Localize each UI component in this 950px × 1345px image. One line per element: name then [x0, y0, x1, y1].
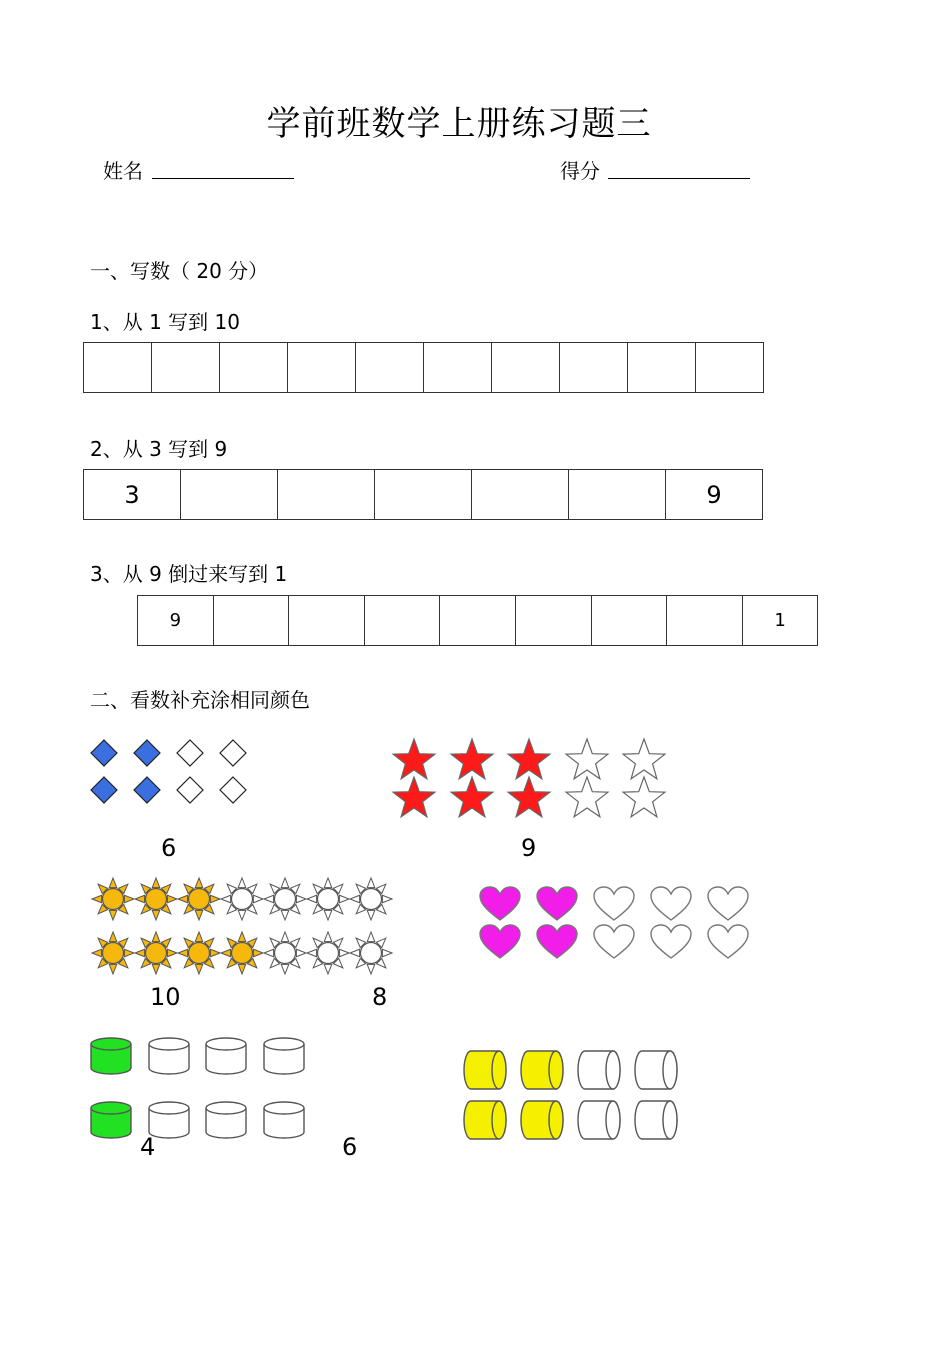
cylinder-up-empty-icon[interactable] — [262, 1037, 306, 1077]
sun-empty-icon[interactable] — [262, 876, 308, 922]
cylinder-up-empty-icon[interactable] — [262, 1101, 306, 1141]
q3-cell[interactable] — [516, 595, 592, 646]
diamond-filled-icon[interactable] — [132, 775, 162, 805]
diamond-empty-icon[interactable] — [175, 738, 205, 768]
section2-heading: 二、看数补充涂相同颜色 — [90, 688, 310, 712]
sun-filled-icon[interactable] — [219, 930, 265, 976]
page-title: 学前班数学上册练习题三 — [266, 104, 652, 144]
cylinder-count-left: 4 — [140, 1133, 156, 1161]
sun-empty-icon[interactable] — [348, 876, 394, 922]
diamond-filled-icon[interactable] — [89, 738, 119, 768]
q1-cell[interactable] — [560, 342, 628, 393]
q1-label: 1、从 1 写到 10 — [90, 310, 240, 334]
sun-filled-icon[interactable] — [90, 930, 136, 976]
cylinder-side-filled-icon[interactable] — [519, 1099, 565, 1141]
q2-cell[interactable] — [278, 469, 375, 520]
sun-empty-icon[interactable] — [219, 876, 265, 922]
section1-heading: 一、写数（ 20 分） — [90, 259, 269, 283]
sun-filled-icon[interactable] — [133, 876, 179, 922]
sun-count-top: 10 — [150, 983, 181, 1011]
cylinder-side-filled-icon[interactable] — [462, 1099, 508, 1141]
q2-cell[interactable] — [181, 469, 278, 520]
q2-answer-row — [83, 469, 763, 520]
q1-cell[interactable] — [84, 342, 152, 393]
cylinder-side-empty-icon[interactable] — [576, 1099, 622, 1141]
heart-empty-icon[interactable] — [649, 924, 693, 960]
name-label: 姓名 — [103, 159, 143, 183]
star-empty-icon[interactable] — [563, 775, 611, 823]
heart-empty-icon[interactable] — [706, 886, 750, 922]
diamond-filled-icon[interactable] — [89, 775, 119, 805]
heart-empty-icon[interactable] — [592, 924, 636, 960]
sun-filled-icon[interactable] — [176, 930, 222, 976]
heart-empty-icon[interactable] — [706, 924, 750, 960]
q1-answer-row — [83, 342, 764, 393]
q1-cell[interactable] — [696, 342, 764, 393]
sun-filled-icon[interactable] — [133, 930, 179, 976]
cylinder-side-empty-icon[interactable] — [576, 1049, 622, 1091]
star-count: 9 — [521, 834, 537, 862]
cylinder-up-filled-icon[interactable] — [89, 1101, 133, 1141]
sun-empty-icon[interactable] — [305, 876, 351, 922]
q3-cell[interactable] — [365, 595, 441, 646]
q2-label: 2、从 3 写到 9 — [90, 437, 228, 461]
heart-filled-icon[interactable] — [478, 886, 522, 922]
score-label: 得分 — [560, 159, 600, 183]
heart-filled-icon[interactable] — [535, 924, 579, 960]
score-blank[interactable] — [608, 178, 750, 179]
sun-empty-icon[interactable] — [348, 930, 394, 976]
cylinder-up-empty-icon[interactable] — [204, 1101, 248, 1141]
cylinder-up-empty-icon[interactable] — [204, 1037, 248, 1077]
q3-cell[interactable] — [214, 595, 290, 646]
q3-cell[interactable]: 9 — [138, 595, 214, 646]
cylinder-side-empty-icon[interactable] — [633, 1049, 679, 1091]
star-empty-icon[interactable] — [620, 775, 668, 823]
q1-cell[interactable] — [288, 342, 356, 393]
q1-cell[interactable] — [220, 342, 288, 393]
cylinder-up-empty-icon[interactable] — [147, 1037, 191, 1077]
heart-filled-icon[interactable] — [478, 924, 522, 960]
q2-cell[interactable]: 3 — [84, 469, 181, 520]
q3-cell[interactable]: 1 — [743, 595, 819, 646]
diamond-empty-icon[interactable] — [218, 775, 248, 805]
diamond-filled-icon[interactable] — [132, 738, 162, 768]
heart-empty-icon[interactable] — [649, 886, 693, 922]
cylinder-count-right: 6 — [342, 1133, 358, 1161]
q1-cell[interactable] — [356, 342, 424, 393]
star-filled-icon[interactable] — [390, 775, 438, 823]
q1-cell[interactable] — [424, 342, 492, 393]
q2-cell[interactable] — [375, 469, 472, 520]
cylinder-side-empty-icon[interactable] — [633, 1099, 679, 1141]
q2-cell[interactable] — [569, 469, 666, 520]
q3-cell[interactable] — [440, 595, 516, 646]
q2-cell[interactable] — [472, 469, 569, 520]
diamond-empty-icon[interactable] — [218, 738, 248, 768]
sun-empty-icon[interactable] — [305, 930, 351, 976]
star-filled-icon[interactable] — [505, 775, 553, 823]
q3-cell[interactable] — [289, 595, 365, 646]
q3-cell[interactable] — [667, 595, 743, 646]
sun-empty-icon[interactable] — [262, 930, 308, 976]
q1-cell[interactable] — [152, 342, 220, 393]
sun-count-bottom: 8 — [372, 983, 388, 1011]
cylinder-side-filled-icon[interactable] — [519, 1049, 565, 1091]
q3-answer-row — [137, 595, 818, 646]
heart-empty-icon[interactable] — [592, 886, 636, 922]
heart-filled-icon[interactable] — [535, 886, 579, 922]
diamond-empty-icon[interactable] — [175, 775, 205, 805]
q1-cell[interactable] — [628, 342, 696, 393]
cylinder-up-filled-icon[interactable] — [89, 1037, 133, 1077]
diamond-count: 6 — [161, 834, 177, 862]
q3-cell[interactable] — [592, 595, 668, 646]
q2-cell[interactable]: 9 — [666, 469, 763, 520]
cylinder-side-filled-icon[interactable] — [462, 1049, 508, 1091]
sun-filled-icon[interactable] — [90, 876, 136, 922]
star-filled-icon[interactable] — [448, 775, 496, 823]
q1-cell[interactable] — [492, 342, 560, 393]
sun-filled-icon[interactable] — [176, 876, 222, 922]
name-blank[interactable] — [152, 178, 294, 179]
q3-label: 3、从 9 倒过来写到 1 — [90, 562, 288, 586]
